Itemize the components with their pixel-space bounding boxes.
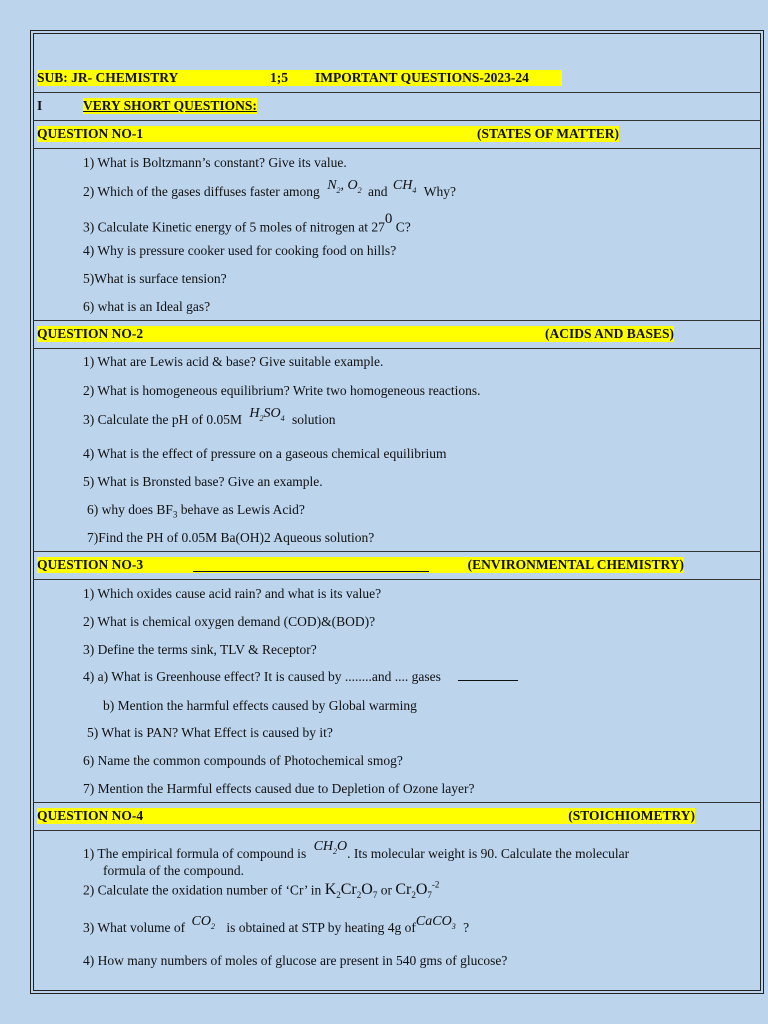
list-item: 5) What is PAN? What Effect is caused by it? [87,725,333,740]
rule [33,120,761,121]
rule [33,802,761,803]
list-item: 4) Why is pressure cooker used for cooking food on hills? [83,243,397,258]
rule [33,551,761,552]
section-title: VERY SHORT QUESTIONS: [83,98,257,113]
question-topic: (STOICHIOMETRY) [568,808,695,823]
list-item: 1) What is Boltzmann’s constant? Give its value. [83,155,347,170]
page-title: IMPORTANT QUESTIONS-2023-24 [315,70,529,85]
formula-cr2o7-ion: $Cr_2O_7^{-2}$ [395,880,440,901]
list-item: 4) How many numbers of moles of glucose are present in 540 gms of glucose? [83,953,508,968]
list-item: 3) Define the terms sink, TLV & Receptor? [83,642,317,657]
question-label: QUESTION NO-3 [37,557,144,572]
list-item: 3) Calculate the pH of 0.05M $H_2SO_4$ solution [83,406,336,427]
header-underline [193,557,429,572]
list-item: 4) What is the effect of pressure on a gaseous chemical equilibrium [83,446,447,461]
subject-label: SUB: JR- CHEMISTRY [37,70,179,85]
list-item: 5)What is surface tension? [83,271,227,286]
question-label: QUESTION NO-1 [37,126,144,141]
rule [33,348,761,349]
list-item: 2) What is homogeneous equilibrium? Write two homogeneous reactions. [83,383,481,398]
list-item: 7) Mention the Harmful effects caused due to Depletion of Ozone layer? [83,781,475,796]
answer-blank [458,670,518,681]
question-label: QUESTION NO-2 [37,326,144,341]
question-header [37,126,619,142]
unit-label: 1;5 [270,70,288,85]
rule [33,92,761,93]
formula-co2: $CO_2$ [191,914,215,931]
formula-k2cr2o7: $K_2Cr_2O_7$ [324,881,378,901]
formula-n2-o2: $N_2$, $O_2$ [327,178,362,195]
list-item: 7)Find the PH of 0.05M Ba(OH)2 Aqueous solution? [87,530,375,545]
question-topic: (STATES OF MATTER) [476,126,619,141]
list-item: 1) Which oxides cause acid rain? and what is its value? [83,586,382,601]
list-item: 5) What is Bronsted base? Give an example. [83,474,323,489]
formula-ch2o: $CH_2O$ [313,839,348,856]
question-topic: (ENVIRONMENTAL CHEMISTRY) [467,557,684,572]
header-bar [37,70,562,86]
formula-ch4: $CH_4$ [392,178,417,195]
rule [33,579,761,580]
list-item: 2) What is chemical oxygen demand (COD)&(BOD)? [83,614,376,629]
list-item: 6) what is an Ideal gas? [83,299,211,314]
question-header [37,808,695,824]
question-topic: (ACIDS AND BASES) [544,326,674,341]
question-header [37,326,674,342]
formula-h2so4: $H_2SO_4$ [249,406,285,423]
section-numeral: I [37,98,43,113]
list-item: 2) Calculate the oxidation number of ‘Cr’ in $K_2Cr_2O_7$ or $Cr_2O_7^{-2}$ [83,880,440,901]
formula-caco3: CaCO$_3$ [415,914,456,931]
rule [33,830,761,831]
question-header [37,557,684,573]
list-item: 3) What volume of $CO_2$ is obtained at STP by heating 4g ofCaCO$_3$ ? [83,914,470,935]
list-item: 1) What are Lewis acid & base? Give suitable example. [83,354,384,369]
list-item: 6) Name the common compounds of Photochemical smog? [83,753,403,768]
list-item: 4) a) What is Greenhouse effect? It is caused by ........and .... gases [83,669,518,685]
list-item: 1) The empirical formula of compound is $CH_2O$. Its molecular weight is 90. Calculate the molecular [83,839,630,861]
rule [33,148,761,149]
list-item: b) Mention the harmful effects caused by Global warming [103,698,417,713]
rule [33,320,761,321]
question-label: QUESTION NO-4 [37,808,144,823]
list-item-continuation: formula of the compound. [103,863,244,878]
list-item: 2) Which of the gases diffuses faster among $N_2$, $O_2$ and $CH_4$ Why? [83,178,456,199]
list-item: 3) Calculate Kinetic energy of 5 moles of nitrogen at $27^0$ C? [83,211,411,235]
list-item: 6) why does $BF_3$ behave as Lewis Acid? [87,502,305,520]
